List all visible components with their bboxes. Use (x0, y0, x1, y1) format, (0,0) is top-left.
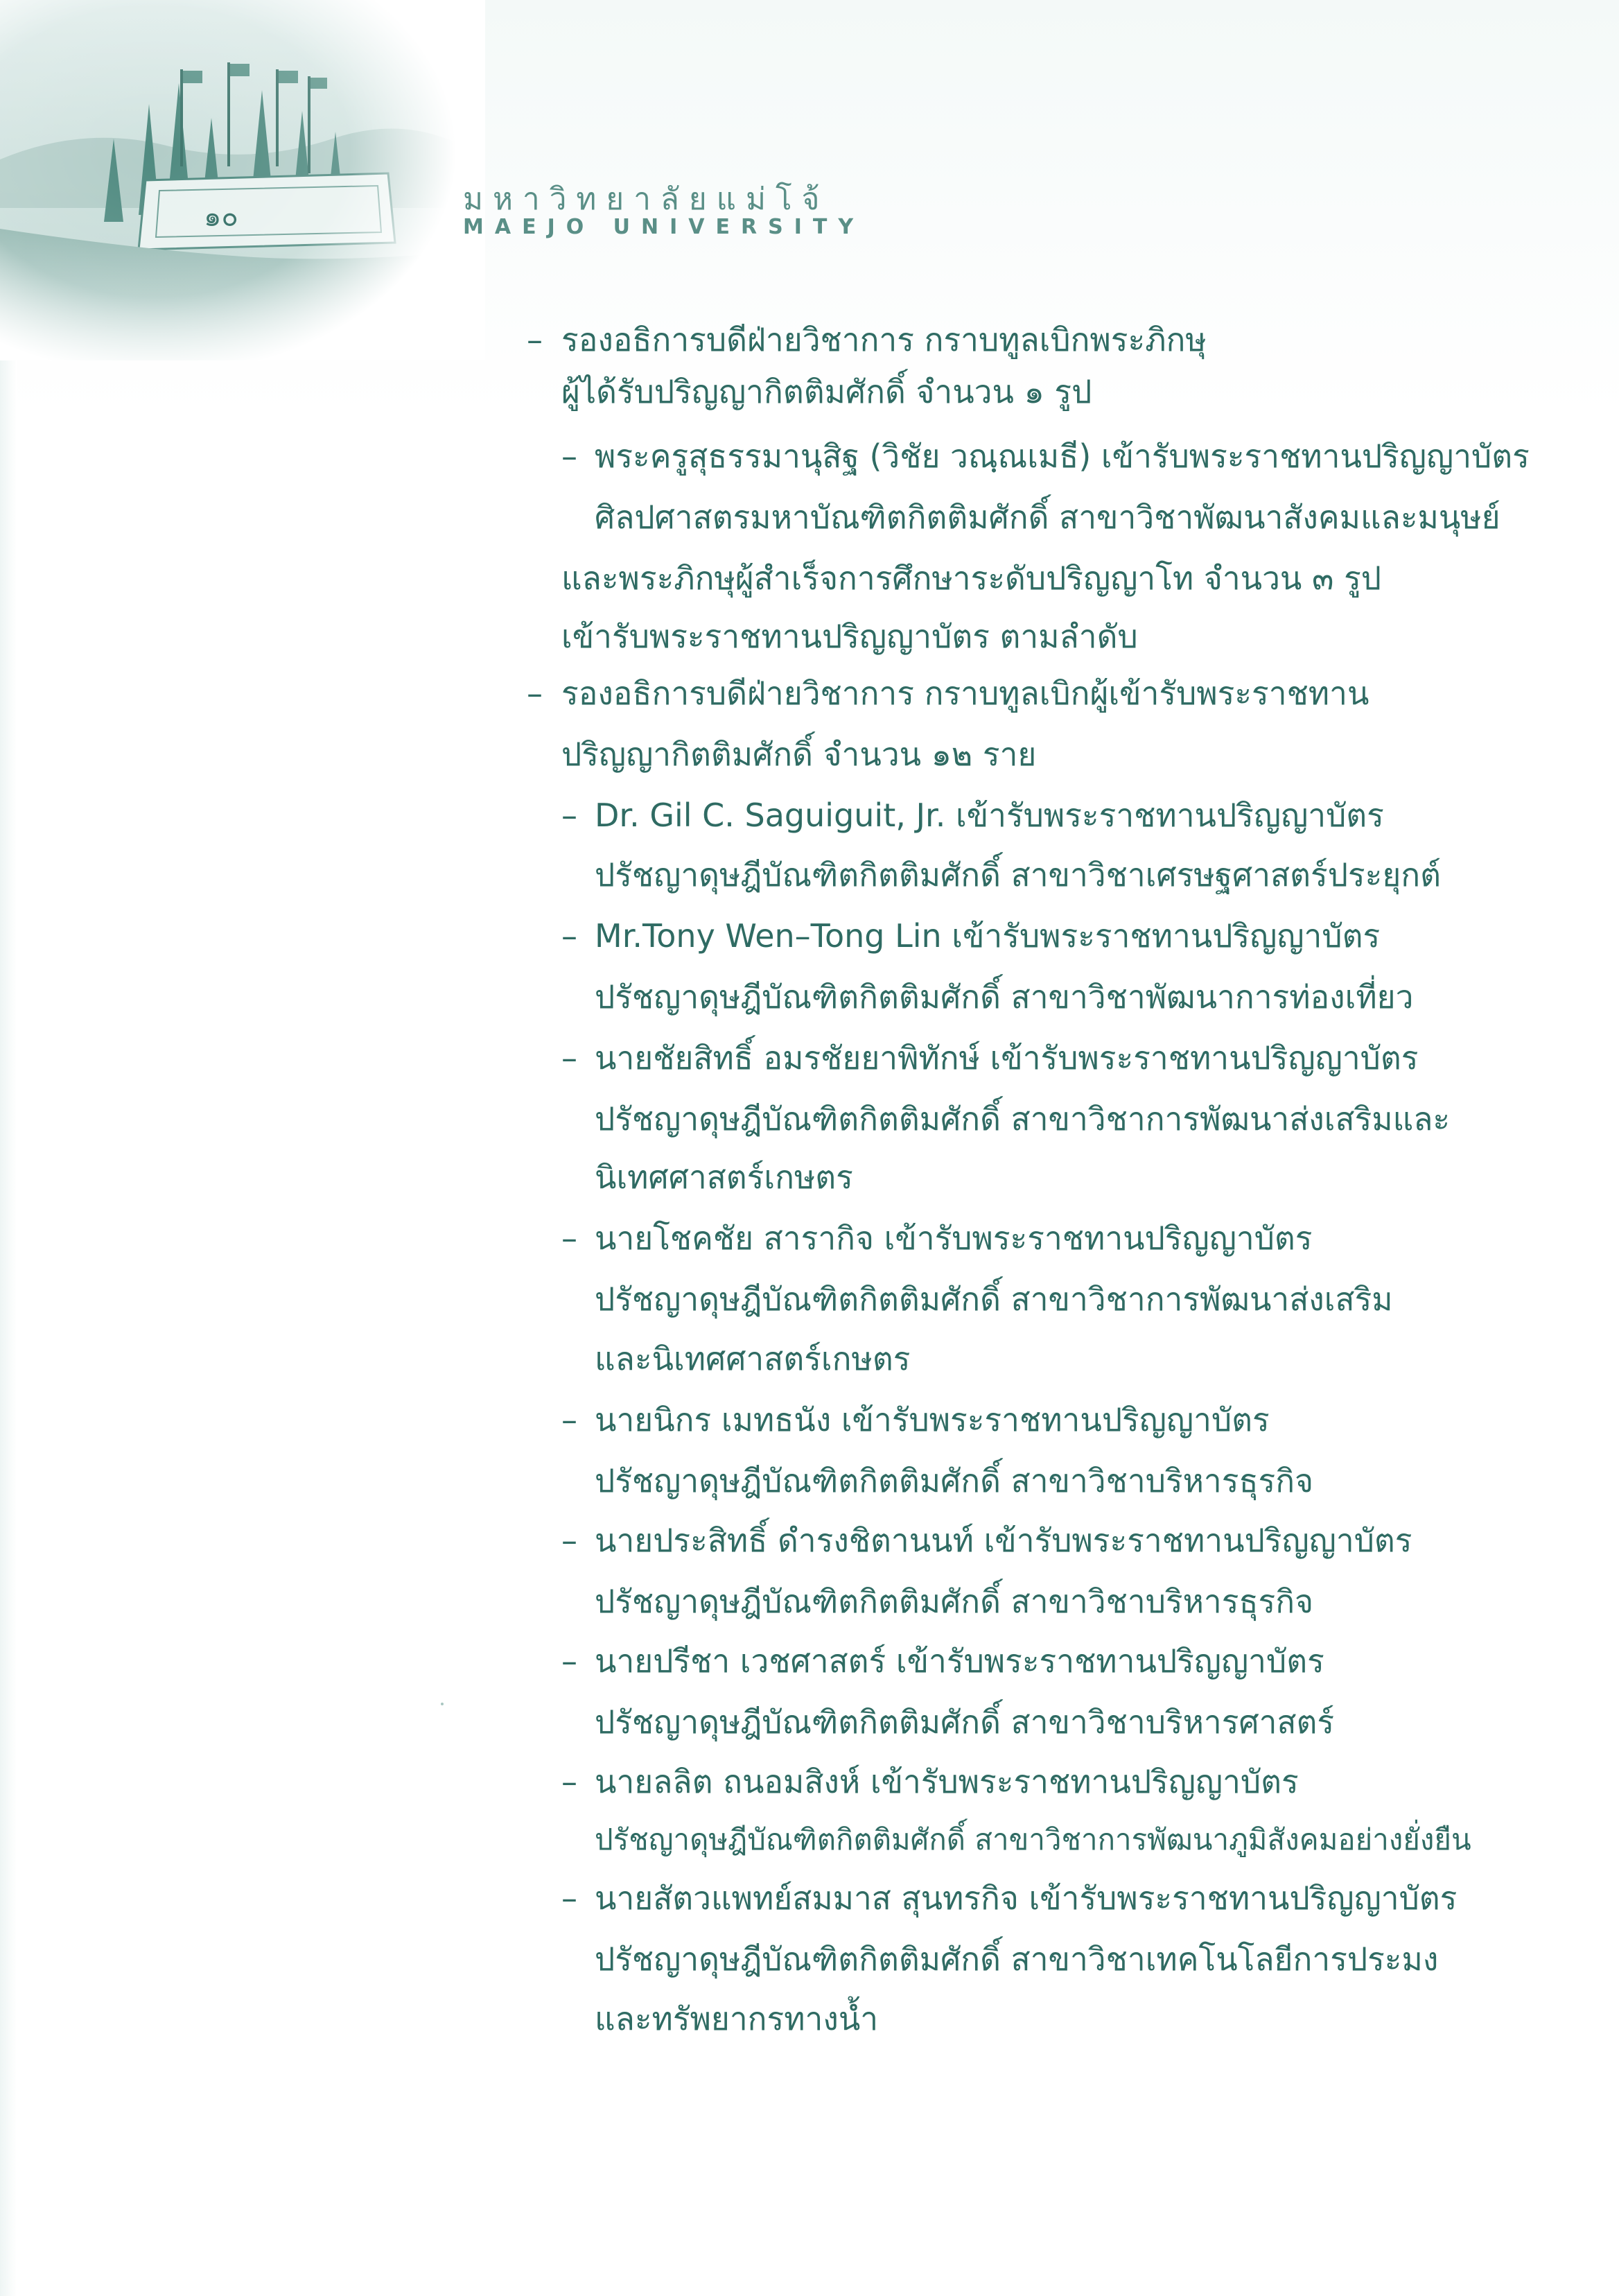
section1-item1-line2: ศิลปศาสตรมหาบัณฑิตกิตติมศักดิ์ สาขาวิชาพัฒนาสังคมและมนุษย์ (595, 498, 1500, 536)
university-gate-photo (0, 0, 485, 360)
bullet-dash: – (561, 797, 577, 834)
section2-heading-line2: ปริญญากิตติมศักดิ์ จำนวน ๑๒ ราย (561, 736, 1037, 773)
list-item-line2: ปรัชญาดุษฎีบัณฑิตกิตติมศักดิ์ สาขาวิชาเทคโนโลยีการประมง (595, 1940, 1439, 1978)
list-item-line3: และทรัพยากรทางน้ำ (595, 2000, 879, 2037)
list-item-line2: ปรัชญาดุษฎีบัณฑิตกิตติมศักดิ์ สาขาวิชาเศรษฐศาสตร์ประยุกต์ (595, 856, 1441, 894)
list-item-line3: นิเทศศาสตร์เกษตร (595, 1158, 853, 1196)
list-item-line1: นายนิกร เมทธนัง เข้ารับพระราชทานปริญญาบัตร (595, 1401, 1270, 1438)
list-item-line2: ปรัชญาดุษฎีบัณฑิตกิตติมศักดิ์ สาขาวิชาบริหารศาสตร์ (595, 1703, 1335, 1741)
university-name-thai: มหาวิทยาลัยแม่โจ้ (463, 182, 830, 217)
bullet-dash: – (527, 321, 543, 358)
list-item-line2: ปรัชญาดุษฎีบัณฑิตกิตติมศักดิ์ สาขาวิชาการพัฒนาส่งเสริม (595, 1280, 1393, 1318)
bullet-dash: – (561, 1219, 577, 1257)
bullet-dash: – (561, 1401, 577, 1438)
section1-note-line2: เข้ารับพระราชทานปริญญาบัตร ตามลำดับ (561, 618, 1138, 655)
list-item-line3: และนิเทศศาสตร์เกษตร (595, 1340, 911, 1377)
bullet-dash: – (561, 1879, 577, 1917)
bullet-dash: – (527, 675, 543, 712)
section1-note-line1: และพระภิกษุผู้สำเร็จการศึกษาระดับปริญญาโท จำนวน ๓ รูป (561, 559, 1381, 597)
bullet-dash: – (561, 1642, 577, 1680)
list-item-line1: Dr. Gil C. Saguiguit, Jr. เข้ารับพระราชทานปริญญาบัตร (595, 797, 1384, 834)
list-item-line1: นายปรีชา เวชศาสตร์ เข้ารับพระราชทานปริญญาบัตร (595, 1642, 1324, 1680)
section1-heading-line1: รองอธิการบดีฝ่ายวิชาการ กราบทูลเบิกพระภิกษุ (561, 321, 1207, 358)
list-item-line2: ปรัชญาดุษฎีบัณฑิตกิตติมศักดิ์ สาขาวิชาบริหารธุรกิจ (595, 1583, 1314, 1620)
university-name-english: MAEJO UNIVERSITY (463, 215, 865, 239)
list-item-line1: Mr.Tony Wen–Tong Lin เข้ารับพระราชทานปริญญาบัตร (595, 917, 1381, 955)
bullet-dash: – (561, 1522, 577, 1559)
bullet-dash: – (561, 1763, 577, 1800)
list-item-line1: นายประสิทธิ์ ดำรงชิตานนท์ เข้ารับพระราชทานปริญญาบัตร (595, 1522, 1412, 1559)
bullet-dash: – (561, 437, 577, 475)
bullet-dash: – (561, 917, 577, 955)
section1-heading-line2: ผู้ได้รับปริญญากิตติมศักดิ์ จำนวน ๑ รูป (561, 373, 1092, 410)
section1-item1-line1: พระครูสุธรรมานุสิฐ (วิชัย วณฺณเมธี) เข้ารับพระราชทานปริญญาบัตร (595, 437, 1530, 475)
list-item-line2: ปรัชญาดุษฎีบัณฑิตกิตติมศักดิ์ สาขาวิชาบริหารธุรกิจ (595, 1462, 1314, 1499)
list-item-line1: นายชัยสิทธิ์ อมรชัยยาพิทักษ์ เข้ารับพระราชทานปริญญาบัตร (595, 1039, 1419, 1077)
section2-heading-line1: รองอธิการบดีฝ่ายวิชาการ กราบทูลเบิกผู้เข้ารับพระราชทาน (561, 675, 1369, 712)
list-item-line1: นายลลิต ถนอมสิงห์ เข้ารับพระราชทานปริญญาบัตร (595, 1763, 1299, 1800)
page-number: ๑๐ (204, 201, 238, 233)
list-item-line2: ปรัชญาดุษฎีบัณฑิตกิตติมศักดิ์ สาขาวิชาพัฒนาการท่องเที่ยว (595, 978, 1414, 1016)
list-item-line1: นายโชคชัย สารากิจ เข้ารับพระราชทานปริญญาบัตร (595, 1219, 1313, 1257)
list-item-line1: นายสัตวแพทย์สมมาส สุนทรกิจ เข้ารับพระราชทานปริญญาบัตร (595, 1879, 1458, 1917)
list-item-line2: ปรัชญาดุษฎีบัณฑิตกิตติมศักดิ์ สาขาวิชาการพัฒนาภูมิสังคมอย่างยั่งยืน (595, 1823, 1471, 1856)
bullet-dash: – (561, 1039, 577, 1077)
list-item-line2: ปรัชญาดุษฎีบัณฑิตกิตติมศักดิ์ สาขาวิชาการพัฒนาส่งเสริมและ (595, 1100, 1451, 1138)
scan-speck (441, 1703, 444, 1705)
